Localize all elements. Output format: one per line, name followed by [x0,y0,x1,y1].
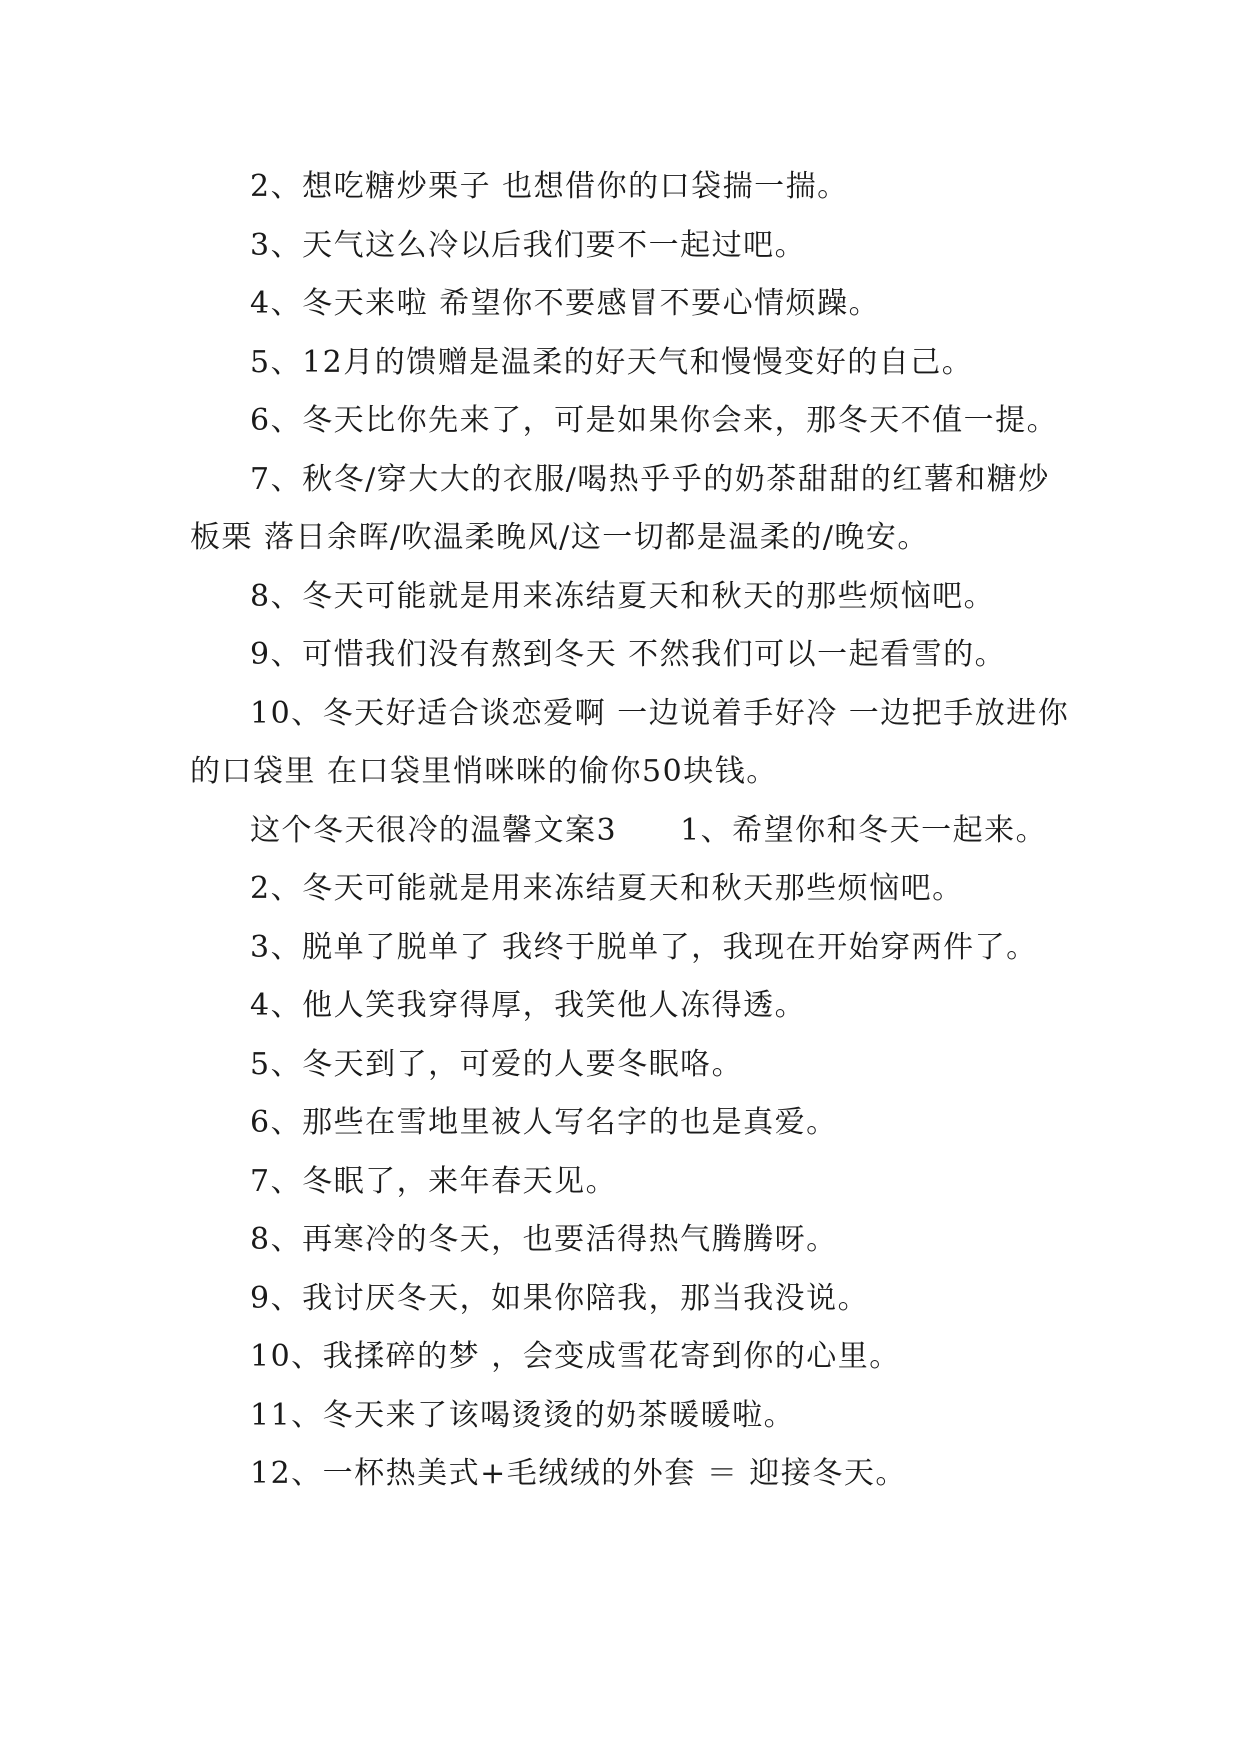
paragraph: 10、冬天好适合谈恋爱啊 一边说着手好冷 一边把手放进你的口袋里 在口袋里悄咪咪的偷你50块钱。 [190,695,1070,789]
paragraph: 10、我揉碎的梦 ，会变成雪花寄到你的心里。 [250,1339,901,1374]
paragraph: 6、那些在雪地里被人写名字的也是真爱。 [250,1105,838,1140]
paragraph: 12、一杯热美式+毛绒绒的外套 ＝ 迎接冬天。 [250,1456,907,1491]
paragraph: 3、天气这么冷以后我们要不一起过吧。 [250,227,807,263]
paragraph: 2、想吃糖炒栗子 也想借你的口袋揣一揣。 [250,169,849,204]
document-body [190,158,1070,1504]
paragraph: 5、冬天到了，可爱的人要冬眠咯。 [250,1046,744,1082]
paragraph: 4、他人笑我穿得厚，我笑他人冻得透。 [250,988,807,1023]
paragraph: 11、冬天来了该喝烫烫的奶茶暖暖啦。 [250,1397,796,1433]
paragraph: 8、再寒冷的冬天，也要活得热气腾腾呀。 [250,1222,838,1257]
paragraph: 8、冬天可能就是用来冻结夏天和秋天的那些烦恼吧。 [250,578,996,614]
paragraph: 3、脱单了脱单了 我终于脱单了，我现在开始穿两件了。 [250,929,1038,965]
paragraph: 9、可惜我们没有熬到冬天 不然我们可以一起看雪的。 [250,637,1007,672]
paragraph: 2、冬天可能就是用来冻结夏天和秋天那些烦恼吧。 [250,871,964,906]
section-heading-paragraph: 这个冬天很冷的温馨文案3 1、希望你和冬天一起来。 [250,812,1048,848]
paragraph: 6、冬天比你先来了，可是如果你会来，那冬天不值一提。 [250,403,1059,438]
paragraph: 4、冬天来啦 希望你不要感冒不要心情烦躁。 [250,286,881,321]
paragraph: 5、12月的馈赠是温柔的好天气和慢慢变好的自己。 [250,344,974,380]
paragraph: 7、秋冬/穿大大的衣服/喝热乎乎的奶茶甜甜的红薯和糖炒板栗 落日余晖/吹温柔晚风/这一切都是温柔的/晚安。 [190,461,1050,555]
paragraph: 9、我讨厌冬天，如果你陪我，那当我没说。 [250,1280,870,1316]
paragraph: 7、冬眠了，来年春天见。 [250,1163,618,1199]
